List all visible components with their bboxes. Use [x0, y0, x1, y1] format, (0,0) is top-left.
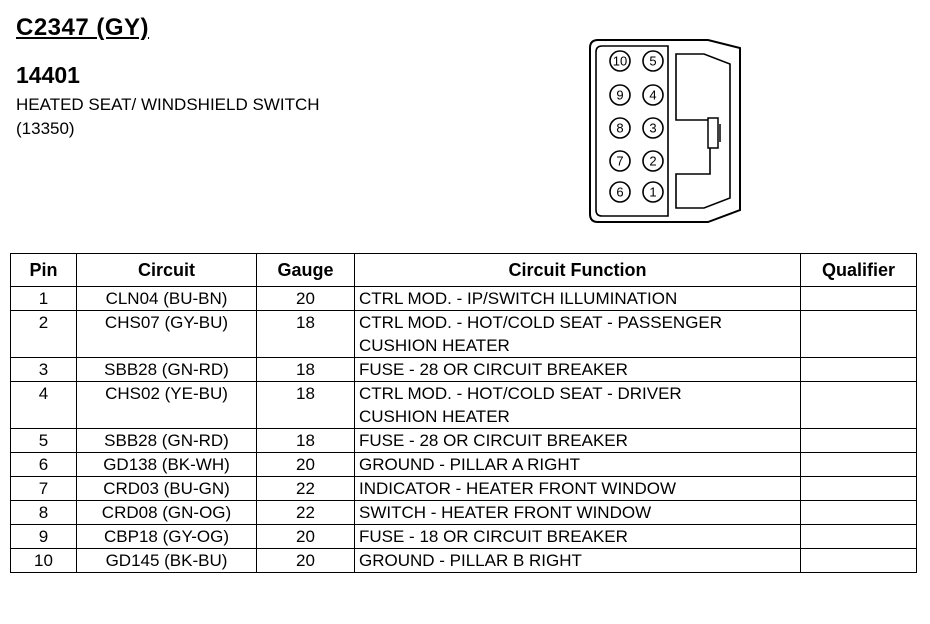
circuit-function-cell [355, 429, 801, 453]
pin-number-cell: 4 [11, 382, 77, 429]
table-row [11, 549, 917, 573]
pin-1-label: 1 [649, 184, 657, 200]
component-description: HEATED SEAT/ WINDSHIELD SWITCH [16, 95, 320, 114]
qualifier-cell [801, 287, 917, 311]
circuit-function-line: CUSHION HEATER [359, 336, 510, 355]
circuit-cell: CBP18 (GY-OG) [77, 525, 257, 549]
circuit-function-line: CTRL MOD. - IP/SWITCH ILLUMINATION [359, 289, 678, 308]
table-row [11, 525, 917, 549]
pinout-table [10, 253, 917, 573]
gauge-cell: 20 [257, 549, 355, 573]
circuit-function-line: CTRL MOD. - HOT/COLD SEAT - PASSENGER [359, 313, 723, 332]
gauge-cell: 22 [257, 477, 355, 501]
gauge-cell: 20 [257, 525, 355, 549]
table-row [11, 501, 917, 525]
pin-10-label: 10 [612, 53, 628, 69]
pin-7-label: 7 [616, 153, 624, 169]
circuit-function-line: GROUND - PILLAR A RIGHT [359, 455, 581, 474]
circuit-cell: SBB28 (GN-RD) [77, 358, 257, 382]
circuit-cell: CHS07 (GY-BU) [77, 311, 257, 358]
pin-number-cell: 5 [11, 429, 77, 453]
sub-part-number: (13350) [16, 119, 75, 138]
pin-4-label: 4 [649, 87, 657, 103]
pin-number-cell: 8 [11, 501, 77, 525]
circuit-cell: SBB28 (GN-RD) [77, 429, 257, 453]
table-row [11, 382, 917, 429]
qualifier-cell [801, 358, 917, 382]
table-row [11, 453, 917, 477]
qualifier-cell [801, 501, 917, 525]
circuit-function-cell [355, 525, 801, 549]
pin-3-label: 3 [649, 120, 657, 136]
qualifier-cell [801, 429, 917, 453]
gauge-cell: 18 [257, 311, 355, 358]
gauge-cell: 18 [257, 429, 355, 453]
circuit-cell: CRD08 (GN-OG) [77, 501, 257, 525]
circuit-function-cell [355, 453, 801, 477]
circuit-function-line: FUSE - 18 OR CIRCUIT BREAKER [359, 527, 628, 546]
circuit-function-cell [355, 382, 801, 429]
qualifier-cell [801, 311, 917, 358]
table-row [11, 287, 917, 311]
pin-5-label: 5 [649, 53, 657, 69]
pin-number-cell: 10 [11, 549, 77, 573]
gauge-cell: 20 [257, 287, 355, 311]
header-circuit: Circuit [77, 254, 257, 287]
circuit-function-cell [355, 287, 801, 311]
gauge-cell: 20 [257, 453, 355, 477]
qualifier-cell [801, 549, 917, 573]
pin-number-cell: 6 [11, 453, 77, 477]
pin-2-label: 2 [649, 153, 657, 169]
gauge-cell: 18 [257, 382, 355, 429]
circuit-function-cell [355, 501, 801, 525]
circuit-function-cell [355, 549, 801, 573]
circuit-cell: CRD03 (BU-GN) [77, 477, 257, 501]
part-number: 14401 [16, 62, 80, 88]
circuit-cell: GD145 (BK-BU) [77, 549, 257, 573]
gauge-cell: 22 [257, 501, 355, 525]
circuit-function-line: FUSE - 28 OR CIRCUIT BREAKER [359, 431, 628, 450]
pin-9-label: 9 [616, 87, 624, 103]
pin-number-cell: 2 [11, 311, 77, 358]
pin-number-cell: 7 [11, 477, 77, 501]
circuit-cell: CLN04 (BU-BN) [77, 287, 257, 311]
table-row [11, 477, 917, 501]
table-row [11, 311, 917, 358]
pin-number-cell: 3 [11, 358, 77, 382]
header-pin: Pin [11, 254, 77, 287]
qualifier-cell [801, 453, 917, 477]
connector-latch-tab [708, 118, 718, 148]
table-row [11, 429, 917, 453]
connector-face-diagram [580, 34, 750, 230]
circuit-function-cell [355, 358, 801, 382]
qualifier-cell [801, 382, 917, 429]
circuit-function-line: INDICATOR - HEATER FRONT WINDOW [359, 479, 677, 498]
circuit-function-cell [355, 311, 801, 358]
circuit-function-line: GROUND - PILLAR B RIGHT [359, 551, 582, 570]
pin-6-label: 6 [616, 184, 624, 200]
pin-number-cell: 9 [11, 525, 77, 549]
pin-number-cell: 1 [11, 287, 77, 311]
gauge-cell: 18 [257, 358, 355, 382]
header-gauge: Gauge [257, 254, 355, 287]
circuit-function-line: CTRL MOD. - HOT/COLD SEAT - DRIVER [359, 384, 682, 403]
connector-id: C2347 (GY) [16, 14, 150, 41]
header-circuit-function: Circuit Function [355, 254, 801, 287]
qualifier-cell [801, 525, 917, 549]
circuit-function-line: CUSHION HEATER [359, 407, 510, 426]
circuit-function-line: FUSE - 28 OR CIRCUIT BREAKER [359, 360, 628, 379]
header-qualifier: Qualifier [801, 254, 917, 287]
table-header-row [11, 254, 917, 287]
circuit-cell: GD138 (BK-WH) [77, 453, 257, 477]
pin-8-label: 8 [616, 120, 624, 136]
table-row [11, 358, 917, 382]
qualifier-cell [801, 477, 917, 501]
circuit-function-cell [355, 477, 801, 501]
circuit-function-line: SWITCH - HEATER FRONT WINDOW [359, 503, 652, 522]
circuit-cell: CHS02 (YE-BU) [77, 382, 257, 429]
